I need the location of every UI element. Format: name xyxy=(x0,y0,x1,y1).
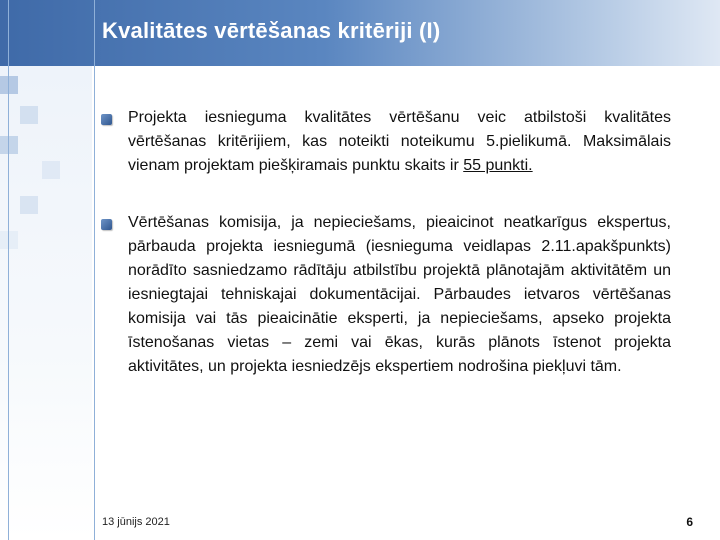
decorative-tile xyxy=(42,161,60,179)
footer-date: 13 jūnijs 2021 xyxy=(102,516,170,528)
bullet-icon xyxy=(101,219,112,230)
decorative-tile xyxy=(0,231,18,249)
bullet-item xyxy=(128,211,671,379)
decorative-tile xyxy=(0,76,18,94)
bullet-icon xyxy=(101,114,112,125)
bullet-text: Projekta iesnieguma kvalitātes vērtēšanu veic atbilstoši kvalitātes vērtēšanas kritērijiem, kas noteikti noteikumu 5.pielikumā. Maksimālais vienam projektam piešķiramais punktu skaits ir xyxy=(128,109,671,174)
divider-line xyxy=(94,0,95,540)
bullet-text: Vērtēšanas komisija, ja nepieciešams, pieaicinot neatkarīgus ekspertus, pārbauda projekta iesniegumā (iesnieguma veidlapas 2.11.apakšpunkts) norādīto sasniedzamo rādītāju atbilstību projektā plānotajām aktivitātēm un iesniegtajai tehniskajai dokumentācijai. Pārbaudes ietvaros vērtēšanas komisija vai tās pieaicinātie eksperti, ja nepieciešams, apseko projekta īstenošanas vietas – zemi vai ēkas, kurās plānots īstenot projekta aktivitātes, un projekta iesniedzējs ekspertiem nodrošina piekļuvi tām. xyxy=(128,214,671,375)
divider-line xyxy=(8,0,9,540)
page-number: 6 xyxy=(686,515,693,529)
bullet-item xyxy=(128,106,671,178)
title-bar xyxy=(0,0,720,66)
bullet-text-underlined: 55 punkti. xyxy=(463,157,533,174)
slide-title: Kvalitātes vērtēšanas kritēriji (I) xyxy=(102,18,441,43)
slide-body xyxy=(128,106,671,379)
decorative-tile xyxy=(20,196,38,214)
decorative-tile xyxy=(20,106,38,124)
decorative-tile xyxy=(0,136,18,154)
